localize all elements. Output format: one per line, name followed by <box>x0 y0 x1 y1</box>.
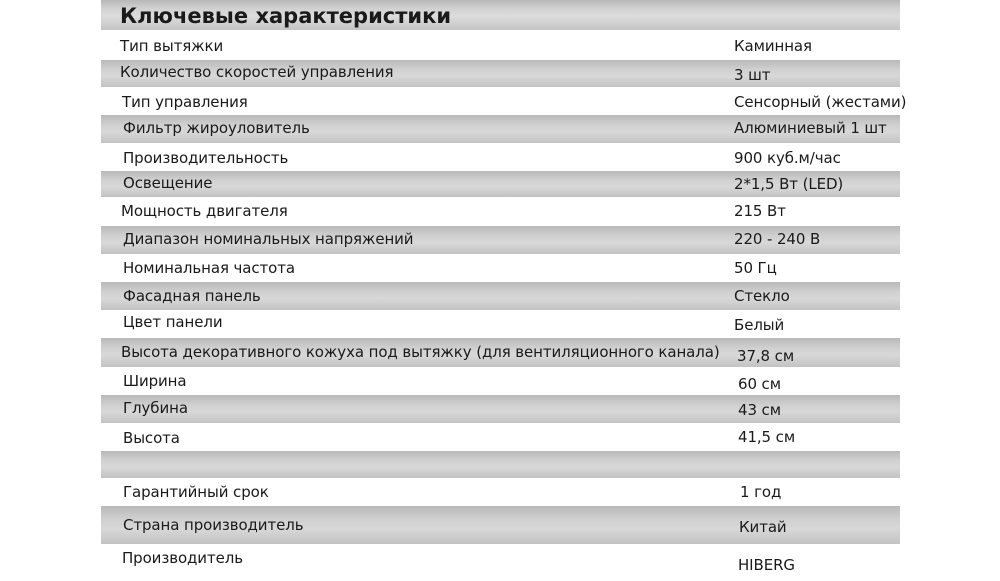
spec-value: Алюминиевый 1 шт <box>734 119 887 137</box>
spec-label: Страна производитель <box>123 516 304 534</box>
spec-value: Белый <box>734 316 785 334</box>
spec-label: Мощность двигателя <box>121 202 288 220</box>
spec-row-panel-color <box>101 310 900 338</box>
page-title: Ключевые характеристики <box>120 4 452 28</box>
spec-value: Китай <box>739 518 787 536</box>
spec-label: Производитель <box>122 549 243 567</box>
spec-row-width <box>101 367 900 395</box>
spec-label: Количество скоростей управления <box>120 63 394 81</box>
spec-row-hood-type <box>101 30 900 60</box>
spec-value: Каминная <box>734 37 812 55</box>
spec-row-voltage-range <box>101 226 900 254</box>
spec-value: 215 Вт <box>734 202 786 220</box>
spec-value: HIBERG <box>738 556 795 574</box>
spec-row-warranty <box>101 478 900 506</box>
spec-row-capacity <box>101 143 900 171</box>
spec-value: 43 см <box>738 401 781 419</box>
spec-row-manufacturer <box>101 544 900 581</box>
spec-label: Высота декоративного кожуха под вытяжку (для вентиляционного канала) <box>121 343 720 361</box>
spec-row-grease-filter <box>101 115 900 143</box>
spec-label: Цвет панели <box>123 313 223 331</box>
spec-row-chimney-height <box>101 338 900 367</box>
spec-row-lighting <box>101 171 900 197</box>
spec-value: Стекло <box>734 287 790 305</box>
spec-label: Освещение <box>123 174 213 192</box>
spec-row-spacer <box>101 451 900 478</box>
spec-value: Сенсорный (жестами) <box>734 93 907 111</box>
spec-sheet <box>101 0 907 581</box>
spec-value: 37,8 см <box>737 347 795 365</box>
spec-label: Тип вытяжки <box>120 37 224 55</box>
spec-label: Производительность <box>123 149 289 167</box>
spec-value: 2*1,5 Вт (LED) <box>734 175 844 193</box>
spec-value: 900 куб.м/час <box>734 149 841 167</box>
spec-label: Диапазон номинальных напряжений <box>123 230 414 248</box>
spec-value: 50 Гц <box>734 259 777 277</box>
spec-row-front-panel <box>101 282 900 310</box>
spec-value: 60 см <box>738 375 781 393</box>
spec-value: 1 год <box>740 483 782 501</box>
spec-label: Глубина <box>123 399 188 417</box>
spec-label: Ширина <box>123 372 187 390</box>
spec-label: Высота <box>123 429 180 447</box>
spec-row-country <box>101 506 900 544</box>
spec-label: Тип управления <box>122 93 248 111</box>
spec-label: Фильтр жироуловитель <box>123 119 310 137</box>
spec-row-depth <box>101 395 900 423</box>
spec-row-control-type <box>101 87 907 115</box>
spec-value: 3 шт <box>734 66 771 84</box>
spec-label: Фасадная панель <box>123 287 261 305</box>
spec-row-motor-power <box>101 197 900 226</box>
spec-label: Гарантийный срок <box>123 483 269 501</box>
spec-row-frequency <box>101 254 900 282</box>
spec-label: Номинальная частота <box>123 259 295 277</box>
spec-row-speed-count <box>101 60 900 87</box>
spec-value: 220 - 240 В <box>734 230 821 248</box>
spec-row-height <box>101 423 900 451</box>
spec-value: 41,5 см <box>738 428 796 446</box>
